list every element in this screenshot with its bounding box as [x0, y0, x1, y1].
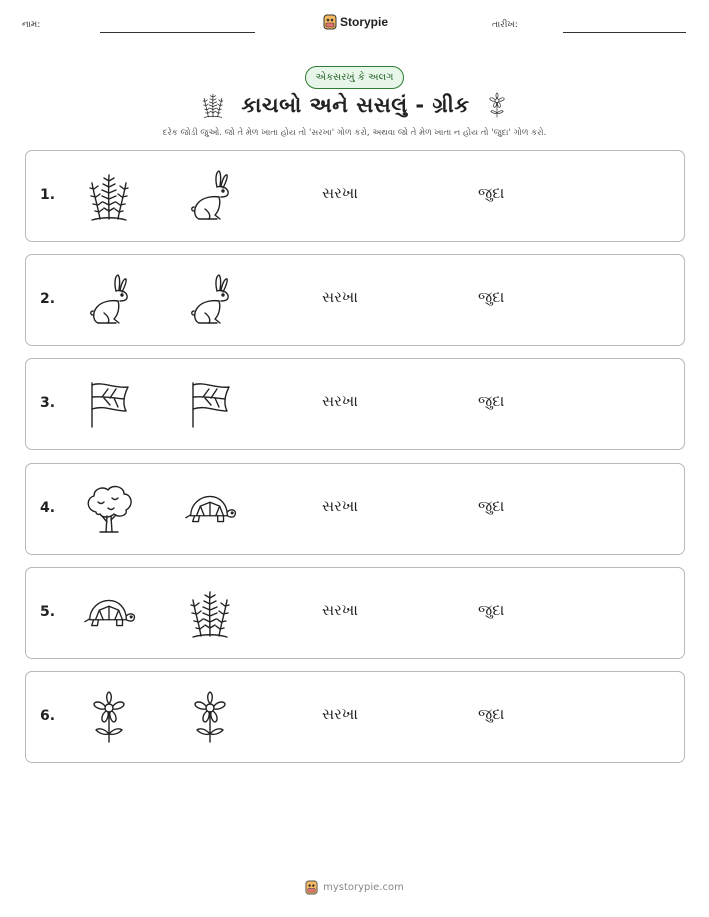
option-different[interactable]: જુદા	[478, 184, 505, 202]
worksheet-type-badge: એકસરખું કે અલગ	[305, 66, 404, 89]
instructions: દરેક જોડી જુઓ. જો તે મેળ ખાતા હોય તો 'સરખા' ગોળ કરો, અથવા જો તે મેળ ખાતા ન હોય તો 'જુદા' ગોળ કરો.	[162, 128, 547, 138]
pair-row-6	[25, 671, 685, 763]
tree-icon	[82, 482, 136, 536]
row-number: 6.	[40, 707, 56, 724]
option-same[interactable]: સરખા	[322, 704, 358, 723]
brand-logo	[323, 14, 388, 30]
pair-row-4	[25, 463, 685, 555]
option-same[interactable]: સરખા	[322, 288, 358, 307]
tortoise-icon	[82, 586, 136, 640]
row-number: 2.	[40, 291, 56, 308]
option-different[interactable]: જુદા	[478, 392, 505, 411]
footer	[0, 880, 709, 895]
hare-icon	[183, 169, 237, 223]
date-label: તારીખ:	[492, 20, 518, 30]
option-different[interactable]: જુદા	[478, 288, 505, 307]
mascot-icon	[323, 14, 337, 30]
row-number: 5.	[40, 603, 56, 620]
name-label: નામ:	[22, 20, 41, 30]
flower-icon	[183, 690, 237, 744]
option-same[interactable]: સરખા	[322, 184, 358, 202]
option-same[interactable]: સરખા	[322, 392, 358, 411]
option-different[interactable]: જુદા	[478, 496, 505, 515]
hare-icon	[183, 273, 237, 327]
flower-icon	[484, 90, 510, 120]
fern-icon	[183, 586, 237, 640]
mascot-icon	[305, 880, 318, 895]
fern-icon	[199, 90, 227, 120]
title-row	[0, 90, 709, 120]
option-different[interactable]: જુદા	[478, 704, 505, 723]
pair-row-5	[25, 567, 685, 659]
flower-icon	[82, 690, 136, 744]
footer-url[interactable]: mystorypie.com	[323, 882, 404, 893]
option-same[interactable]: સરખા	[322, 496, 358, 515]
pair-list	[25, 150, 685, 775]
name-line	[100, 32, 255, 33]
option-different[interactable]: જુદા	[478, 600, 505, 619]
fern-icon	[82, 169, 136, 223]
leaf-flag-icon	[82, 377, 136, 431]
row-number: 4.	[40, 499, 56, 516]
tortoise-icon	[183, 482, 237, 536]
pair-row-2	[25, 254, 685, 346]
row-number: 1.	[40, 187, 56, 203]
pair-row-3	[25, 358, 685, 450]
row-number: 3.	[40, 395, 56, 412]
date-line	[563, 32, 686, 33]
option-same[interactable]: સરખા	[322, 600, 358, 619]
hare-icon	[82, 273, 136, 327]
leaf-flag-icon	[183, 377, 237, 431]
brand-name: Storypie	[340, 15, 389, 29]
pair-row-1	[25, 150, 685, 242]
page-title: કાચબો અને સસલું - ગ્રીક	[241, 92, 470, 117]
